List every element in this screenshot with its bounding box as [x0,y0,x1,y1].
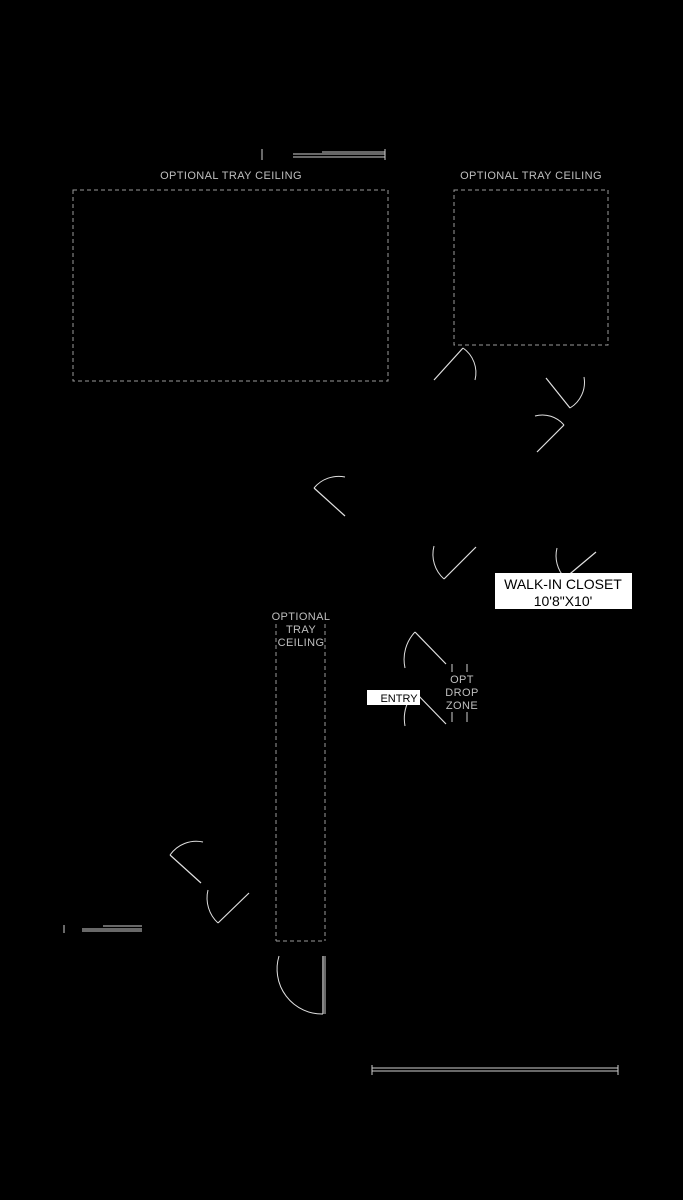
tray-ceiling-center [272,611,331,941]
opt-drop-zone [445,664,478,722]
window-top [262,149,385,160]
tray-ceiling-left-label: OPTIONAL TRAY CEILING [160,170,302,182]
door-swing-4 [314,476,345,516]
window-bottom [372,1065,618,1075]
door-swing-9 [277,956,325,1014]
walk-in-closet-size: 10'8"X10' [533,593,593,609]
door-swing-5 [433,546,476,579]
entry-door-swing-upper [404,632,446,668]
door-swing-2 [546,377,584,408]
opt-drop-zone-label-3: ZONE [445,700,479,712]
tray-ceiling-center-label-2: TRAY [285,624,317,636]
window-lower-left [64,925,142,933]
tray-ceiling-center-label-1: OPTIONAL [271,611,331,623]
door-swing-3 [535,415,564,452]
tray-ceiling-center-label-3: CEILING [277,637,325,649]
walk-in-closet-callout [495,573,632,609]
door-swing-1 [434,348,476,380]
tray-ceiling-right-label: OPTIONAL TRAY CEILING [460,170,602,182]
entry-label: ENTRY [380,693,418,705]
door-swing-7 [170,841,203,883]
door-swing-8 [207,890,249,923]
entry-callout [367,690,420,705]
opt-drop-zone-label-2: DROP [445,687,479,699]
tray-ceiling-right [454,170,608,345]
tray-ceiling-left [73,170,388,381]
walk-in-closet-title: WALK-IN CLOSET [504,576,622,592]
opt-drop-zone-label-1: OPT [450,674,474,686]
